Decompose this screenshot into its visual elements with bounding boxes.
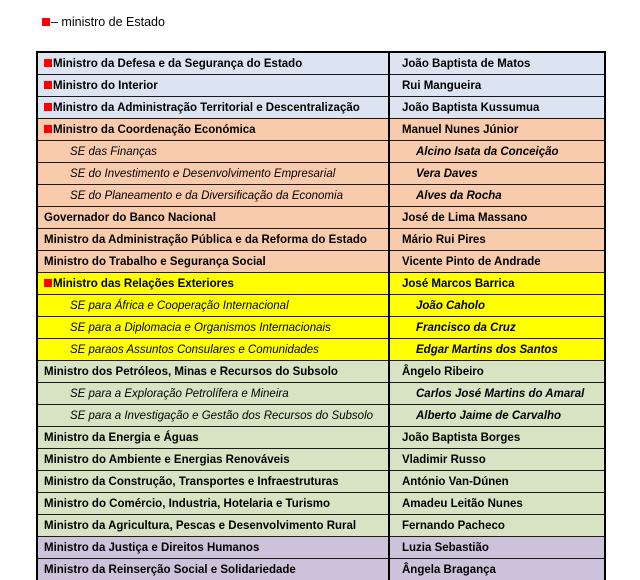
office-cell (37, 97, 389, 119)
table-row (37, 273, 605, 295)
table-row (37, 317, 605, 339)
table-row (37, 52, 605, 75)
name-cell: João Baptista Borges (389, 427, 605, 449)
table-row (37, 383, 605, 405)
office-label: SE para a Exploração Petrolífera e Mineira (70, 387, 289, 400)
ministers-table-body (37, 52, 605, 580)
name-cell: Vera Daves (389, 163, 605, 185)
office-label: Ministro do Trabalho e Segurança Social (44, 255, 266, 268)
table-row (37, 295, 605, 317)
office-cell (37, 141, 389, 163)
office-cell (37, 75, 389, 97)
office-label: SE do Investimento e Desenvolvimento Empresarial (70, 167, 336, 180)
table-row (37, 361, 605, 383)
name-cell: Rui Mangueira (389, 75, 605, 97)
office-cell (37, 559, 389, 580)
table-row (37, 427, 605, 449)
name-cell: Ângelo Ribeiro (389, 361, 605, 383)
office-cell (37, 295, 389, 317)
table-row (37, 229, 605, 251)
ministro-de-estado-marker-icon (44, 125, 52, 133)
office-cell (37, 427, 389, 449)
name-cell: José de Lima Massano (389, 207, 605, 229)
office-label: Ministro da Administração Pública e da Reforma do Estado (44, 233, 367, 246)
office-cell (37, 273, 389, 295)
office-cell (37, 207, 389, 229)
office-cell (37, 537, 389, 559)
name-cell: Manuel Nunes Júnior (389, 119, 605, 141)
name-cell: João Baptista Kussumua (389, 97, 605, 119)
name-cell: Alcino Isata da Conceição (389, 141, 605, 163)
name-cell: Edgar Martins dos Santos (389, 339, 605, 361)
name-cell: João Baptista de Matos (389, 52, 605, 75)
legend (42, 15, 165, 29)
name-cell: Mário Rui Pires (389, 229, 605, 251)
table-row (37, 339, 605, 361)
ministro-de-estado-marker-icon (44, 59, 52, 67)
table-row (37, 119, 605, 141)
office-label: Ministro do Ambiente e Energias Renováveis (44, 453, 290, 466)
office-cell (37, 163, 389, 185)
office-cell (37, 339, 389, 361)
office-cell (37, 493, 389, 515)
office-cell (37, 449, 389, 471)
office-cell (37, 383, 389, 405)
name-cell: Vicente Pinto de Andrade (389, 251, 605, 273)
legend-label: – ministro de Estado (51, 15, 165, 29)
table-row (37, 185, 605, 207)
table-row (37, 471, 605, 493)
table-row (37, 97, 605, 119)
table-row (37, 163, 605, 185)
office-label: SE para a Diplomacia e Organismos Internacionais (70, 321, 331, 334)
name-cell: José Marcos Barrica (389, 273, 605, 295)
name-cell: Vladimir Russo (389, 449, 605, 471)
office-label: Ministro da Reinserção Social e Solidariedade (44, 563, 296, 576)
name-cell: Amadeu Leitão Nunes (389, 493, 605, 515)
office-label: Ministro da Energia e Águas (44, 431, 199, 444)
office-label: SE do Planeamento e da Diversificação da Economia (70, 189, 343, 202)
ministro-de-estado-marker-icon (42, 18, 50, 26)
office-cell (37, 471, 389, 493)
name-cell: Carlos José Martins do Amaral (389, 383, 605, 405)
table-row (37, 537, 605, 559)
table-row (37, 75, 605, 97)
name-cell: António Van-Dúnen (389, 471, 605, 493)
office-cell (37, 119, 389, 141)
office-label: Ministro do Interior (53, 79, 158, 92)
office-label: SE paraos Assuntos Consulares e Comunidades (70, 343, 319, 356)
office-cell (37, 52, 389, 75)
ministro-de-estado-marker-icon (44, 279, 52, 287)
table-row (37, 251, 605, 273)
office-label: SE para a Investigação e Gestão dos Recursos do Subsolo (70, 409, 374, 422)
office-cell (37, 185, 389, 207)
office-label: Ministro da Coordenação Económica (53, 123, 256, 136)
name-cell: Luzia Sebastião (389, 537, 605, 559)
office-label: Ministro da Defesa e da Segurança do Estado (53, 57, 303, 70)
name-cell: João Caholo (389, 295, 605, 317)
name-cell: Fernando Pacheco (389, 515, 605, 537)
table-row (37, 559, 605, 580)
table-row (37, 405, 605, 427)
name-cell: Alberto Jaime de Carvalho (389, 405, 605, 427)
office-label: Ministro do Comércio, Industria, Hotelaria e Turismo (44, 497, 331, 510)
office-label: Ministro dos Petróleos, Minas e Recursos do Subsolo (44, 365, 338, 378)
name-cell: Alves da Rocha (389, 185, 605, 207)
table-row (37, 515, 605, 537)
name-cell: Ângela Bragança (389, 559, 605, 580)
office-cell (37, 361, 389, 383)
office-label: Ministro da Administração Territorial e Descentralização (53, 101, 360, 114)
office-cell (37, 515, 389, 537)
office-label: Ministro da Agricultura, Pescas e Desenvolvimento Rural (44, 519, 357, 532)
office-label: Governador do Banco Nacional (44, 211, 216, 224)
ministro-de-estado-marker-icon (44, 103, 52, 111)
name-cell: Francisco da Cruz (389, 317, 605, 339)
table-row (37, 207, 605, 229)
office-label: SE para África e Cooperação Internacional (70, 299, 289, 312)
office-cell (37, 405, 389, 427)
ministro-de-estado-marker-icon (44, 81, 52, 89)
office-label: Ministro da Construção, Transportes e Infraestruturas (44, 475, 339, 488)
office-cell (37, 229, 389, 251)
table-row (37, 493, 605, 515)
office-label: SE das Finanças (70, 145, 157, 158)
table-row (37, 141, 605, 163)
table-row (37, 449, 605, 471)
office-label: Ministro da Justiça e Direitos Humanos (44, 541, 260, 554)
office-cell (37, 317, 389, 339)
ministers-table (36, 51, 606, 580)
office-label: Ministro das Relações Exteriores (53, 277, 234, 290)
office-cell (37, 251, 389, 273)
